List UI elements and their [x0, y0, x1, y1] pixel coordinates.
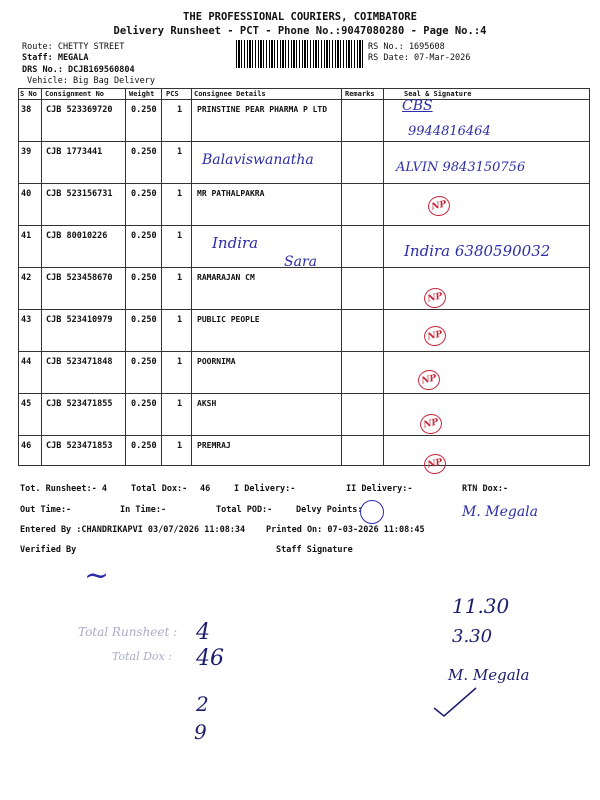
np-stamp: NP	[422, 286, 448, 310]
i-delivery-label: I Delivery:-	[234, 484, 296, 494]
handwritten-signature-bottom: M. Megala	[448, 666, 530, 684]
col-header-remarks: Remarks	[345, 90, 375, 98]
row-pcs: 1	[177, 273, 183, 283]
row-consignee: RAMARAJAN CM	[197, 273, 255, 282]
staff-handwritten-signature: M. Megala	[462, 504, 538, 520]
handwritten-phone: 9944816464	[408, 124, 491, 139]
company-title: THE PROFESSIONAL COURIERS, COIMBATORE	[183, 11, 417, 23]
handwritten-out-time: 11.30	[452, 594, 510, 618]
row-weight: 0.250	[131, 357, 157, 367]
staff-signature-label: Staff Signature	[276, 545, 353, 555]
col-header-consignment: Consignment No	[45, 90, 105, 98]
row-consignment: CJB 523471848	[46, 357, 113, 367]
drs-label: DRS No.: DCJB169560804	[22, 65, 135, 75]
handwritten-name: Sara	[284, 254, 317, 270]
total-dox-label: Total Dox:-	[131, 484, 188, 494]
rs-date: RS Date: 07-Mar-2026	[368, 53, 471, 63]
handwritten-in-time: 3.30	[452, 626, 493, 647]
checkmark-icon	[430, 684, 480, 720]
np-stamp: NP	[426, 194, 452, 218]
handwritten-signature: ALVIN 9843150756	[396, 160, 526, 175]
row-pcs: 1	[177, 147, 183, 157]
row-consignment: CJB 523471853	[46, 441, 113, 451]
circle-mark	[360, 500, 384, 524]
row-weight: 0.250	[131, 189, 157, 199]
out-time-label: Out Time:-	[20, 505, 72, 515]
verified-by-label: Verified By	[20, 545, 77, 555]
row-pcs: 1	[177, 105, 183, 115]
row-pcs: 1	[177, 231, 183, 241]
barcode	[236, 40, 364, 68]
faded-stamp-runsheet: Total Runsheet :	[78, 625, 178, 639]
col-header-pcs: PCS	[166, 90, 179, 98]
col-header-seal: Seal & Signature	[404, 90, 472, 98]
faded-stamp-dox: Total Dox :	[112, 650, 172, 663]
row-sno: 43	[21, 315, 32, 325]
route-label: Route: CHETTY STREET	[22, 42, 125, 52]
runsheet-table	[18, 88, 590, 466]
row-consignee: PRINSTINE PEAR PHARMA P LTD	[197, 105, 328, 114]
printed-on: Printed On: 07-03-2026 11:08:45	[266, 525, 425, 535]
row-consignee: MR PATHALPAKRA	[197, 189, 265, 198]
vehicle-label: Vehicle: Big Bag Delivery	[27, 76, 155, 86]
row-consignee: POORNIMA	[197, 357, 236, 366]
np-stamp: NP	[416, 368, 442, 392]
row-weight: 0.250	[131, 105, 157, 115]
row-consignment: CJB 523410979	[46, 315, 113, 325]
np-stamp: NP	[422, 324, 448, 348]
row-sno: 41	[21, 231, 32, 241]
row-consignee: AKSH	[197, 399, 217, 408]
handwritten-total-dox: 46	[196, 646, 224, 671]
row-sno: 38	[21, 105, 32, 115]
row-consignment: CJB 80010226	[46, 231, 108, 241]
np-stamp: NP	[422, 452, 448, 476]
entered-by: Entered By :CHANDRIKAPVI 03/07/2026 11:08:34	[20, 525, 246, 535]
col-header-consignee: Consignee Details	[194, 90, 266, 98]
row-sno: 42	[21, 273, 32, 283]
row-pcs: 1	[177, 441, 183, 451]
handwritten-name: Balaviswanatha	[202, 152, 314, 168]
col-header-weight: Weight	[129, 90, 155, 98]
in-time-label: In Time:-	[120, 505, 167, 515]
row-consignee: PUBLIC PEOPLE	[197, 315, 260, 324]
tot-runsheet: Tot. Runsheet:- 4	[20, 484, 107, 494]
col-header-sno: S No	[20, 90, 37, 98]
row-pcs: 1	[177, 315, 183, 325]
handwritten-signature: Indira 6380590032	[404, 242, 551, 260]
row-consignment: CJB 523369720	[46, 105, 113, 115]
row-consignment: CJB 523156731	[46, 189, 113, 199]
verifier-scribble: ~	[84, 558, 110, 593]
row-sno: 44	[21, 357, 32, 367]
total-dox-value: 46	[200, 484, 211, 494]
row-pcs: 1	[177, 399, 183, 409]
row-consignment: CJB 523458670	[46, 273, 113, 283]
handwritten-name: Indira	[212, 234, 259, 252]
np-stamp: NP	[418, 412, 444, 436]
rs-number: RS No.: 1695608	[368, 42, 445, 52]
row-sno: 39	[21, 147, 32, 157]
row-weight: 0.250	[131, 231, 157, 241]
runsheet-title: Delivery Runsheet - PCT - Phone No.:9047080280 - Page No.:4	[113, 25, 487, 37]
handwritten-value: 2	[196, 692, 209, 716]
handwritten-signature: CBS	[402, 98, 433, 114]
total-pod-label: Total POD:-	[216, 505, 273, 515]
staff-label: Staff: MEGALA	[22, 53, 89, 63]
row-weight: 0.250	[131, 441, 157, 451]
rtn-dox-label: RTN Dox:-	[462, 484, 509, 494]
handwritten-value: 9	[194, 720, 207, 744]
row-sno: 40	[21, 189, 32, 199]
row-consignment: CJB 1773441	[46, 147, 103, 157]
row-weight: 0.250	[131, 399, 157, 409]
ii-delivery-label: II Delivery:-	[346, 484, 413, 494]
row-sno: 46	[21, 441, 32, 451]
row-sno: 45	[21, 399, 32, 409]
handwritten-total-runsheet: 4	[196, 620, 210, 645]
row-pcs: 1	[177, 189, 183, 199]
row-pcs: 1	[177, 357, 183, 367]
row-consignment: CJB 523471855	[46, 399, 113, 409]
delvy-points-label: Delvy Points:	[296, 505, 363, 515]
row-weight: 0.250	[131, 147, 157, 157]
row-weight: 0.250	[131, 273, 157, 283]
row-weight: 0.250	[131, 315, 157, 325]
row-consignee: PREMRAJ	[197, 441, 231, 450]
